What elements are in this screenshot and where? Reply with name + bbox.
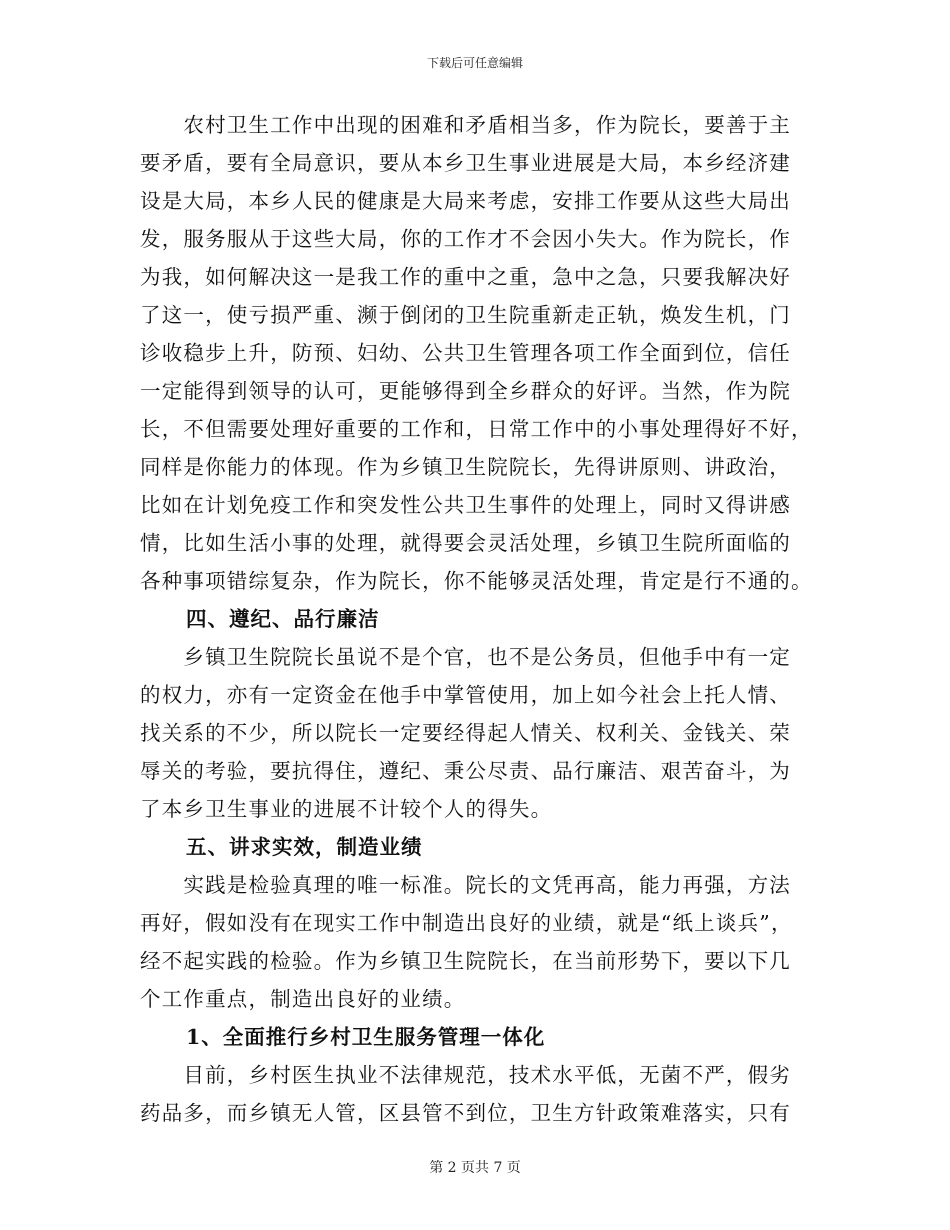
body-line: 找关系的不少，所以院长一定要经得起人情关、权利关、金钱关、荣 [140,721,791,745]
section-heading: 五、讲求实效，制造业绩 [186,835,423,859]
body-line: 要矛盾，要有全局意识，要从本乡卫生事业进展是大局，本乡经济建 [140,151,791,175]
body-line: 了本乡卫生事业的进展不计较个人的得失。 [140,797,553,821]
body-line: 农村卫生工作中出现的困难和矛盾相当多，作为院长，要善于主 [140,113,791,137]
body-line: 个工作重点，制造出良好的业绩。 [140,987,466,1011]
body-line: 了这一，使亏损严重、濒于倒闭的卫生院重新走正轨，焕发生机，门 [140,303,791,327]
body-line: 各种事项错综复杂，作为院长，你不能够灵活处理，肯定是行不通的。 [140,569,813,593]
body-line: 诊收稳步上升，防预、妇幼、公共卫生管理各项工作全面到位，信任 [140,341,791,365]
page-header: 下载后可任意编辑 [426,56,523,70]
document-body [140,106,813,1132]
body-line: 实践是检验真理的唯一标准。院长的文凭再高，能力再强，方法 [140,873,791,897]
body-line: 设是大局，本乡人民的健康是大局来考虑，安排工作要从这些大局出 [140,189,791,213]
body-line: 长，不但需要处理好重要的工作和，日常工作中的小事处理得好不好， [140,417,813,441]
body-line: 的权力，亦有一定资金在他手中掌管使用，加上如今社会上托人情、 [140,683,791,707]
body-line: 比如在计划免疫工作和突发性公共卫生事件的处理上，同时又得讲感 [140,493,791,517]
body-line: 辱关的考验，要抗得住，遵纪、秉公尽责、品行廉洁、艰苦奋斗，为 [140,759,791,783]
section-heading: 四、遵纪、品行廉洁 [186,607,380,631]
body-line: 为我，如何解决这一是我工作的重中之重，急中之急，只要我解决好 [140,265,791,289]
body-line: 再好，假如没有在现实工作中制造出良好的业绩，就是“纸上谈兵”， [140,911,793,935]
body-line: 乡镇卫生院院长虽说不是个官，也不是公务员，但他手中有一定 [140,645,791,669]
body-line: 药品多，而乡镇无人管，区县管不到位，卫生方针政策难落实，只有 [140,1101,791,1125]
body-line: 经不起实践的检验。作为乡镇卫生院院长，在当前形势下，要以下几 [140,949,791,973]
body-line: 同样是你能力的体现。作为乡镇卫生院院长，先得讲原则、讲政治， [140,455,791,479]
body-line: 一定能得到领导的认可，更能够得到全乡群众的好评。当然，作为院 [140,379,791,403]
body-line: 情，比如生活小事的处理，就得要会灵活处理，乡镇卫生院所面临的 [140,531,791,555]
subsection-heading: 1、全面推行乡村卫生服务管理一体化 [186,1025,546,1049]
body-line: 目前，乡村医生执业不法律规范，技术水平低，无菌不严，假劣 [140,1063,791,1087]
body-line: 发，服务服从于这些大局，你的工作才不会因小失大。作为院长，作 [140,227,791,251]
page-number: 第 2 页共 7 页 [429,1160,521,1176]
